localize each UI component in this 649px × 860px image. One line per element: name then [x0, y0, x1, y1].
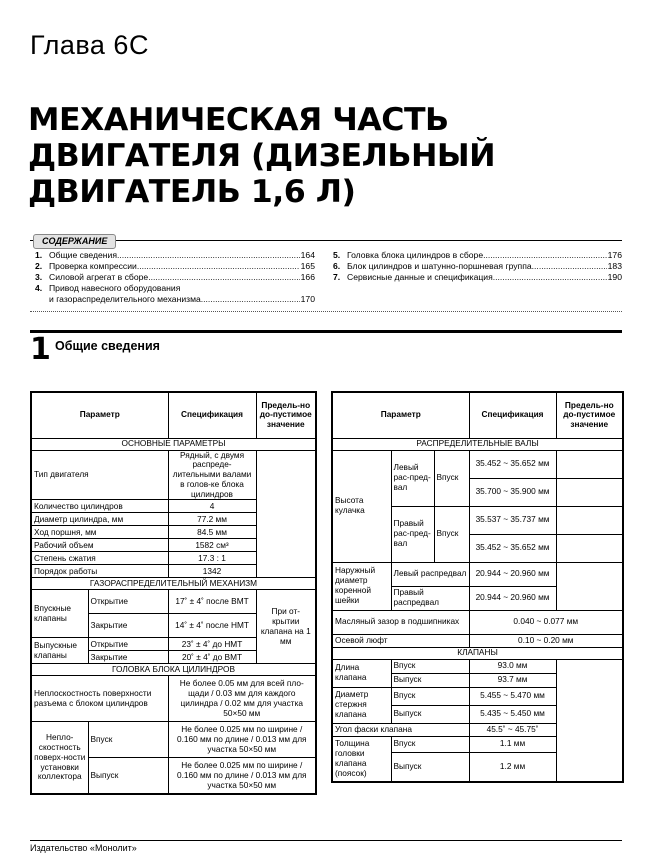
toc-divider	[30, 240, 622, 241]
section-rule	[30, 330, 622, 333]
group-row: ГАЗОРАСПРЕДЕЛИТЕЛЬНЫЙ МЕХАНИЗМ	[31, 578, 316, 590]
col-header-spec: Спецификация	[168, 392, 256, 438]
col-header-limit: Предель-но до-пустимое значение	[256, 392, 316, 438]
toc-item[interactable]: 7. Сервисные данные и спецификация ..... 190	[333, 272, 622, 283]
table-row: Рабочий объем 1582 см³	[31, 539, 316, 552]
group-row: ГОЛОВКА БЛОКА ЦИЛИНДРОВ	[31, 664, 316, 676]
toc-item[interactable]: 1. Общие сведения ..... 164	[35, 250, 315, 261]
toc-right-column	[333, 250, 622, 283]
col-header-spec: Спецификация	[469, 392, 556, 438]
toc-item-continued[interactable]: и газораспределительного механизма ..... 170	[35, 294, 315, 305]
section-title: Общие сведения	[55, 339, 160, 353]
table-row: Диаметр цилиндра, мм 77.2 мм	[31, 513, 316, 526]
section-number: 1	[30, 332, 51, 367]
title-line: МЕХАНИЧЕСКАЯ ЧАСТЬ	[28, 102, 449, 138]
table-row: Длина клапана Впуск 93.0 мм	[332, 659, 623, 673]
toc-label: СОДЕРЖАНИЕ	[33, 234, 116, 249]
table-row: Высота кулачка Левый рас-пред-вал Впуск 35.452 ~ 35.652 мм	[332, 450, 623, 478]
table-row: Диаметр стержня клапана Впуск 5.455 ~ 5.470 мм	[332, 687, 623, 705]
table-row: Впускные клапаны Открытие 17˚ ± 4˚ после ВМТ При от-крытии клапана на 1 мм	[31, 590, 316, 614]
toc-item[interactable]: 4. Привод навесного оборудования	[35, 283, 181, 293]
table-row: Угол фаски клапана 45.5˚ ~ 45.75˚	[332, 723, 623, 736]
table-row: Масляный зазор в подшипниках 0.040 ~ 0.077 мм	[332, 610, 623, 634]
chapter-heading: Глава 6С	[30, 30, 149, 60]
table-row: Тип двигателя Рядный, с двумя распреде-лительными валами в голов-ке блока цилиндров	[31, 450, 316, 500]
toc-item[interactable]: 6. Блок цилиндров и шатунно-поршневая группа ..... 183	[333, 261, 622, 272]
table-header-row	[332, 392, 623, 438]
table-row: Количество цилиндров 4	[31, 500, 316, 513]
table-row: Выпуск 93.7 мм	[332, 673, 623, 687]
table-row: Выпуск 1.2 мм	[332, 752, 623, 782]
table-row: Непло-скостность поверх-ности установки коллектора Впуск Не более 0.025 мм по ширине / 0.160 мм по длине / 0.013 мм для участка 50×50 мм	[31, 722, 316, 758]
table-row: Правый распредвал 20.944 ~ 20.960 мм	[332, 586, 623, 610]
table-row: Порядок работы 1342	[31, 565, 316, 578]
publisher-footer: Издательство «Монолит»	[30, 843, 137, 853]
table-header-row	[31, 392, 316, 438]
table-row: Закрытие 14˚ ± 4˚ после НМТ	[31, 614, 316, 638]
toc-item[interactable]: 5. Головка блока цилиндров в сборе ..... 176	[333, 250, 622, 261]
col-header-parameter: Параметр	[31, 392, 168, 438]
table-row: Закрытие 20˚ ± 4˚ до ВМТ	[31, 651, 316, 664]
table-row: Выпуск 5.435 ~ 5.450 мм	[332, 705, 623, 723]
col-header-parameter: Параметр	[332, 392, 469, 438]
table-row: Правый рас-пред-вал Впуск 35.537 ~ 35.737 мм	[332, 506, 623, 534]
table-row: Выпуск Не более 0.025 мм по ширине / 0.160 мм по длине / 0.013 мм для участка 50×50 мм	[31, 758, 316, 794]
table-row: Ход поршня, мм 84.5 мм	[31, 526, 316, 539]
group-row: КЛАПАНЫ	[332, 647, 623, 659]
group-row: ОСНОВНЫЕ ПАРАМЕТРЫ	[31, 438, 316, 450]
page-title	[28, 102, 640, 210]
spec-table-right	[331, 391, 624, 783]
toc-left-column	[35, 250, 315, 305]
table-row: Толщина головки клапана (поясок) Впуск 1.1 мм	[332, 736, 623, 752]
title-line: ДВИГАТЕЛЯ (ДИЗЕЛЬНЫЙ	[28, 138, 496, 174]
table-row: Наружный диаметр коренной шейки Левый распредвал 20.944 ~ 20.960 мм	[332, 562, 623, 586]
table-row: Осевой люфт 0.10 ~ 0.20 мм	[332, 634, 623, 647]
table-row: Выпускные клапаны Открытие 23˚ ± 4˚ до НМТ	[31, 638, 316, 651]
table-row: Степень сжатия 17.3 : 1	[31, 552, 316, 565]
table-row: 35.700 ~ 35.900 мм	[332, 478, 623, 506]
table-row: Неплоскостность поверхности разъема с блоком цилиндров Не более 0.05 мм для всей пло-щади / 0.03 мм для каждого цилиндра / 0.02 мм для участка 50×50 мм	[31, 676, 316, 722]
toc-item[interactable]: 3. Силовой агрегат в сборе ..... 166	[35, 272, 315, 283]
group-row: РАСПРЕДЕЛИТЕЛЬНЫЕ ВАЛЫ	[332, 438, 623, 450]
toc-item[interactable]: 2. Проверка компрессии ..... 165	[35, 261, 315, 272]
spec-table-left	[30, 391, 317, 795]
title-line: ДВИГАТЕЛЬ 1,6 Л)	[28, 174, 356, 210]
footer-rule	[30, 840, 622, 841]
col-header-limit: Предель-но до-пустимое значение	[556, 392, 623, 438]
table-row: 35.452 ~ 35.652 мм	[332, 534, 623, 562]
toc-bottom-divider	[30, 311, 622, 312]
